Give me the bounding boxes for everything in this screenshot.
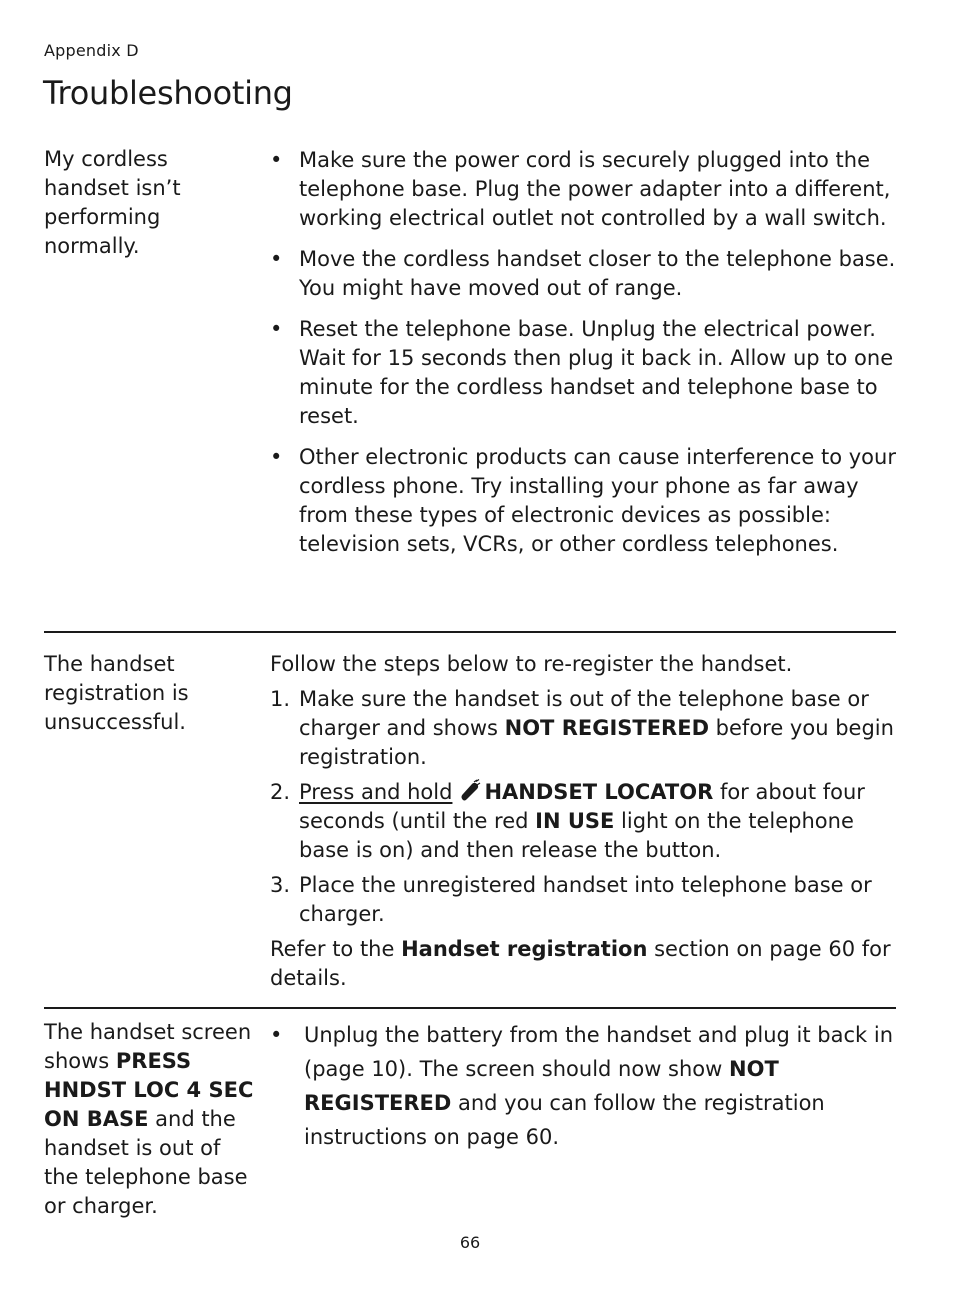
reference-text: section on page 60 for details. <box>270 937 891 990</box>
step-text: before you begin registration. <box>299 716 894 769</box>
button-name: HANDSET LOCATOR <box>484 780 714 804</box>
bullet: • <box>270 148 283 172</box>
list-item <box>270 245 900 303</box>
list-item <box>270 443 900 559</box>
reference-note <box>270 935 900 993</box>
bullet: • <box>270 445 283 469</box>
bullet: • <box>270 317 283 341</box>
step-number: 1. <box>270 687 291 711</box>
list-item <box>270 685 900 772</box>
bullet: • <box>270 247 283 271</box>
list-item <box>270 146 900 233</box>
display-message: NOT REGISTERED <box>504 716 709 740</box>
solution-text: Make sure the power cord is securely plugged into the telephone base. Plug the power adapter into a different, working electrical outlet not controlled by a wall switch. <box>299 148 891 230</box>
display-message: NOT REGISTERED <box>304 1057 779 1115</box>
step-text: Make sure the handset is out of the telephone base or charger and shows <box>299 687 869 740</box>
divider <box>44 631 896 633</box>
solution-list <box>270 145 900 571</box>
list-item <box>270 778 900 865</box>
solution-text: Unplug the battery from the handset and plug it back in (page 10). The screen should now show <box>304 1023 894 1081</box>
step-text: for about four seconds (until the red <box>299 780 865 833</box>
list-item <box>270 315 900 431</box>
page-number: 66 <box>459 1233 481 1252</box>
section-label: Appendix D <box>44 41 139 60</box>
reference-section-name: Handset registration <box>401 937 648 961</box>
list-item <box>270 1018 900 1154</box>
display-message: PRESS HNDST LOC 4 SEC ON BASE <box>44 1049 254 1131</box>
divider <box>44 1007 896 1009</box>
solution-list <box>270 1018 900 1154</box>
solution-steps <box>270 650 900 993</box>
step-number: 2. <box>270 780 291 804</box>
step-text-underlined: Press and hold <box>299 780 453 804</box>
problem-description: The handset registration is unsuccessful. <box>44 652 189 734</box>
solution-text: and you can follow the registration instructions on page 60. <box>304 1091 825 1149</box>
problem-text: and the handset is out of the telephone base or charger. <box>44 1107 248 1218</box>
step-text: Place the unregistered handset into telephone base or charger. <box>299 873 872 926</box>
solution-text: Other electronic products can cause interference to your cordless phone. Try installing your phone as far away from these types of electronic devices as possible: television sets, VCRs, or other cordless telephones. <box>299 445 896 556</box>
page-title: Troubleshooting <box>43 74 293 112</box>
solution-text: Reset the telephone base. Unplug the electrical power. Wait for 15 seconds then plug it back in. Allow up to one minute for the cordless handset and telephone base to reset. <box>299 317 894 428</box>
step-number: 3. <box>270 873 291 897</box>
light-name: IN USE <box>535 809 615 833</box>
problem-description: My cordless handset isn’t performing normally. <box>44 147 181 258</box>
bullet: • <box>270 1023 283 1047</box>
problem-description <box>44 1018 259 1221</box>
step-text: light on the telephone base is on) and then release the button. <box>299 809 854 862</box>
handset-locator-icon <box>458 779 482 803</box>
problem-text: The handset screen shows <box>44 1020 252 1073</box>
reference-text: Refer to the <box>270 937 402 961</box>
list-item <box>270 871 900 929</box>
steps-intro: Follow the steps below to re-register the handset. <box>270 652 793 676</box>
solution-text: Move the cordless handset closer to the telephone base. You might have moved out of range. <box>299 247 896 300</box>
